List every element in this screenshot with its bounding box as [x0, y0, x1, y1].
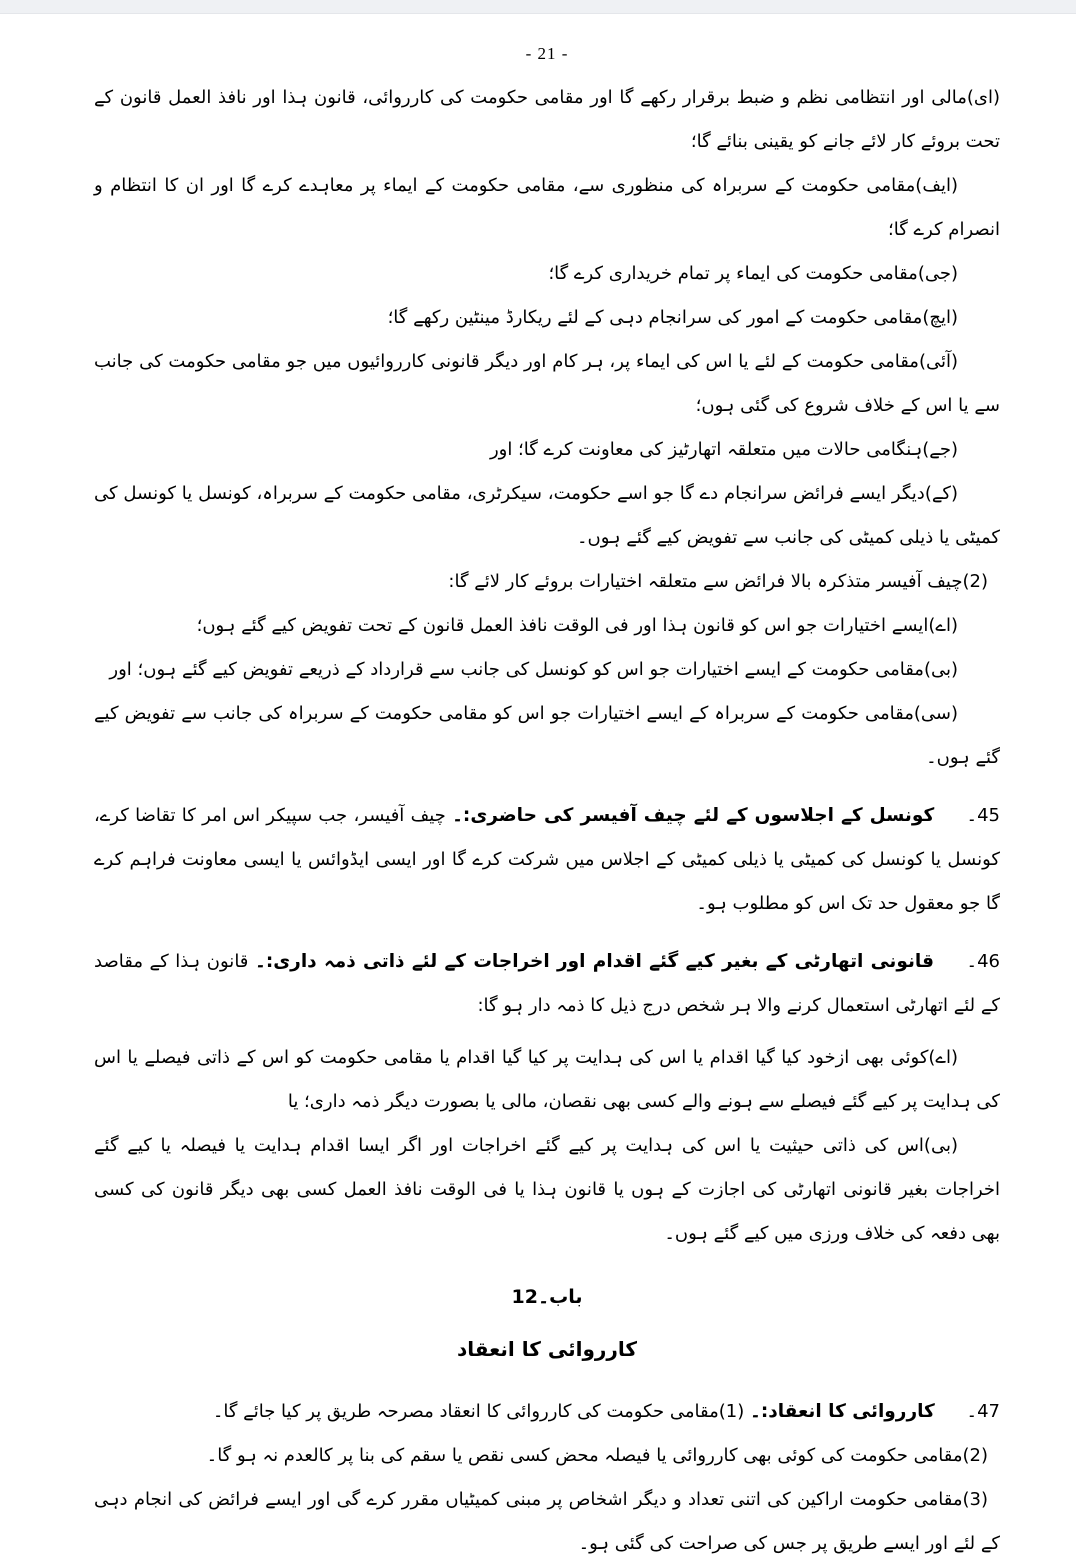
section-47-heading: کارروائی کا انعقاد:۔ [749, 1401, 935, 1422]
clause-g: (جی)مقامی حکومت کی ایماء پر تمام خریداری کرے گا؛ [548, 263, 958, 284]
section-45-body: چیف آفیسر، جب سپیکر اس امر کا تقاضا کرے، کونسل یا کونسل کی کمیٹی یا ذیلی کمیٹی کے اجلاس میں شرکت کرے گا اور ایسی ایڈوائس یا ایسی معاونت فراہم کرے گا جو معقول حد تک اس کو مطلوب ہو۔ [94, 805, 1000, 914]
section-45-heading: کونسل کے اجلاسوں کے لئے چیف آفیسر کی حاضری:۔ [452, 805, 935, 826]
clause-j: (جے)ہنگامی حالات میں متعلقہ اتھارٹیز کی معاونت کرے گا؛ اور [489, 439, 958, 460]
chapter-label: باب۔12 [511, 1286, 583, 1308]
section-46-clause-a: (اے)کوئی بھی ازخود کیا گیا اقدام یا اس کی ہدایت پر کیا گیا اقدام یا مقامی حکومت کو اس کے ذاتی فیصلے یا اس کی ہدایت پر کیے گئے فیصلے سے ہونے والے کسی بھی نقصان، مالی یا بصورت دیگر ذمہ داری؛ یا [94, 1047, 1000, 1112]
subsection-2: (2)چیف آفیسر متذکرہ بالا فرائض سے متعلقہ اختیارات بروئے کار لائے گا: [448, 571, 988, 592]
clause-k: (کے)دیگر ایسے فرائض سرانجام دے گا جو اسے حکومت، سیکرٹری، مقامی حکومت کے سربراہ، کونسل یا کونسل کی کمیٹی یا ذیلی کمیٹی کی جانب سے تفویض کیے گئے ہوں۔ [94, 483, 1000, 548]
section-46-body: قانون ہذا کے مقاصد کے لئے اتھارٹی استعمال کرنے والا ہر شخص درج ذیل کا ذمہ دار ہو گا: [94, 951, 1000, 1016]
section-47-number: 47۔ [966, 1401, 1000, 1422]
clause-i: (آئی)مقامی حکومت کے لئے یا اس کی ایماء پر، ہر کام اور دیگر قانونی کارروائیوں میں جو مقامی حکومت کی جانب سے یا اس کے خلاف شروع کی گئی ہوں؛ [94, 351, 1000, 416]
section-45 [94, 794, 1000, 926]
section-47 [94, 1390, 1000, 1434]
chapter-title: کارروائی کا انعقاد [456, 1337, 638, 1361]
clause-f: (ایف)مقامی حکومت کے سربراہ کی منظوری سے، مقامی حکومت کے ایماء پر معاہدے کرے گا اور ان کا انتظام و انصرام کرے گا؛ [94, 175, 1000, 240]
section-46 [94, 940, 1000, 1028]
section-46-heading: قانونی اتھارٹی کے بغیر کیے گئے اقدام اور اخراجات کے لئے ذاتی ذمہ داری:۔ [254, 951, 934, 972]
clause-b: (بی)مقامی حکومت کے ایسے اختیارات جو اس کو کونسل کی جانب سے قرارداد کے ذریعے تفویض کیے گئے ہوں؛ اور [109, 659, 958, 680]
section-47-sub-1: (1)مقامی حکومت کی کارروائی کا انعقاد مصرحہ طریق پر کیا جائے گا۔ [212, 1401, 745, 1422]
viewer-top-strip [0, 0, 1076, 14]
section-45-number: 45۔ [966, 805, 1000, 826]
clause-h: (ایچ)مقامی حکومت کے امور کی سرانجام دہی کے لئے ریکارڈ مینٹین رکھے گا؛ [387, 307, 958, 328]
section-46-clause-b: (بی)اس کی ذاتی حیثیت یا اس کی ہدایت پر کیے گئے اخراجات اور اگر ایسا اقدام ہدایت یا فیصلہ یا کیے گئے اخراجات بغیر قانونی اتھارٹی کی اجازت کے ہوں یا قانون ہذا یا فی الوقت نافذ العمل کسی بھی دیگر قانون کی کسی بھی دفعہ کی خلاف ورزی میں کیے گئے ہوں۔ [94, 1135, 1000, 1244]
clause-e: (ای)مالی اور انتظامی نظم و ضبط برقرار رکھے گا اور مقامی حکومت کی کارروائی، قانون ہذا اور نافذ العمل قانون کے تحت بروئے کار لائے جانے کو یقینی بنائے گا؛ [94, 87, 1000, 152]
page-number: - 21 - [525, 44, 569, 63]
section-47-sub-2: (2)مقامی حکومت کی کوئی بھی کارروائی یا فیصلہ محض کسی نقص یا سقم کی بنا پر کالعدم نہ ہو گا۔ [206, 1445, 988, 1466]
clause-c: (سی)مقامی حکومت کے سربراہ کے ایسے اختیارات جو اس کو مقامی حکومت کے سربراہ کی جانب سے تفویض کیے گئے ہوں۔ [94, 703, 1000, 768]
section-47-sub-3: (3)مقامی حکومت اراکین کی اتنی تعداد و دیگر اشخاص پر مبنی کمیٹیاں مقرر کرے گی اور ایسے فرائض کی انجام دہی کے لئے اور ایسے طریق پر جس کی صراحت کی گئی ہو۔ [94, 1489, 1000, 1554]
clause-a: (اے)ایسے اختیارات جو اس کو قانون ہذا اور فی الوقت نافذ العمل قانون کے تحت تفویض کیے گئے ہوں؛ [196, 615, 958, 636]
section-46-number: 46۔ [966, 951, 1000, 972]
document-page [0, 42, 1076, 1566]
